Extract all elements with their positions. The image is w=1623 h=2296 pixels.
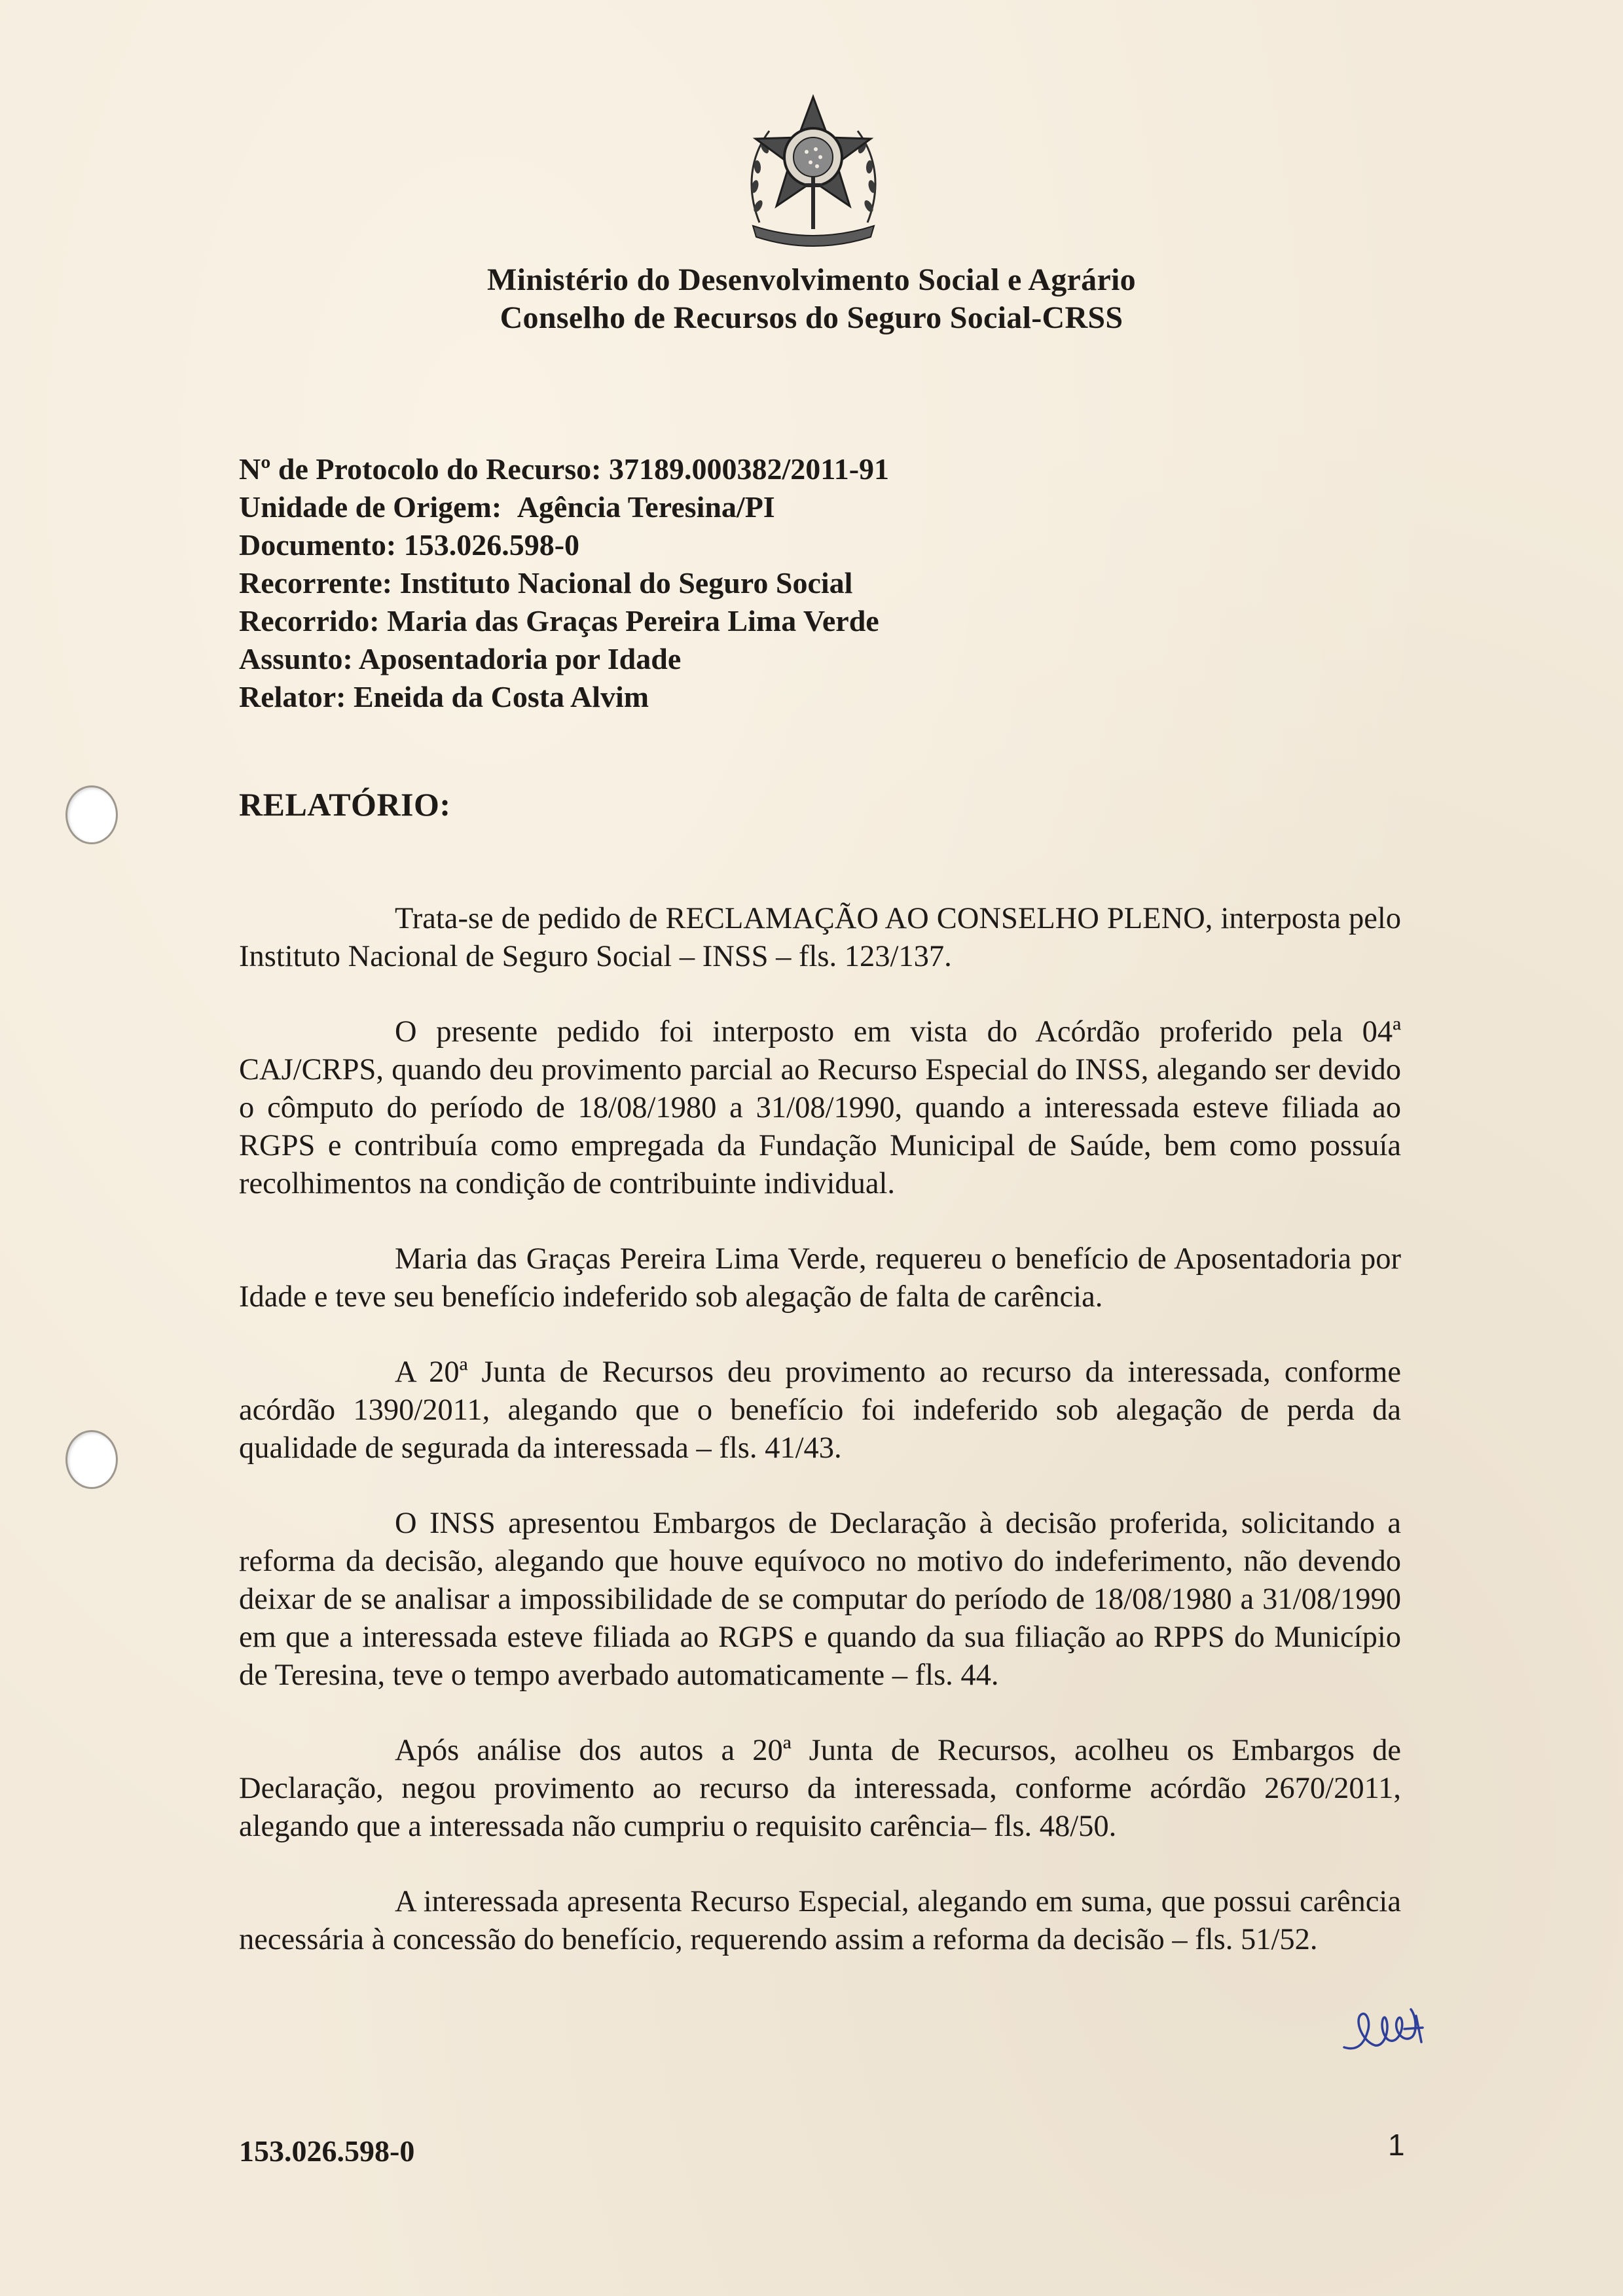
document-row: [239, 526, 889, 564]
subject-row: [239, 640, 889, 678]
origin-unit-row: [239, 488, 889, 526]
rapporteur-value: Eneida da Costa Alvim: [353, 680, 649, 713]
paragraph: O INSS apresentou Embargos de Declaração à decisão proferida, solicitando a reforma da decisão, alegando que houve equívoco no motivo do indeferimento, não devendo deixar de se analisar a impossibilidade de se computar do período de 18/08/1980 a 31/08/1990 em que a interessada esteve filiada ao RGPS e quando da sua filiação ao RPPS do Município de Teresina, teve o tempo averbado automaticamente – fls. 44.: [239, 1507, 1401, 1692]
origin-unit-label: Unidade de Origem:: [239, 490, 502, 524]
protocol-value: 37189.000382/2011-91: [608, 452, 890, 486]
ministry-title: Ministério do Desenvolvimento Social e Agrário: [486, 262, 1136, 297]
protocol-row: [239, 450, 889, 488]
paragraph: A interessada apresenta Recurso Especial, alegando em suma, que possui carência necessária à concessão do benefício, requerendo assim a reforma da decisão – fls. 51/52.: [239, 1885, 1401, 1956]
appellant-label: Recorrente:: [239, 566, 393, 600]
footer-document-id: 153.026.598-0: [239, 2134, 415, 2168]
case-info: [239, 450, 889, 716]
appellant-row: [239, 564, 889, 602]
paragraph: O presente pedido foi interposto em vista do Acórdão proferido pela 04ª CAJ/CRPS, quando deu provimento parcial ao Recurso Especial do INSS, alegando ser devido o cômputo do período de 18/08/1980 a 31/08/1990, quando a interessada esteve filiada ao RGPS e contribuía como empregada da Fundação Municipal de Saúde, bem como possuía recolhimentos na condição de contribuinte individual.: [239, 1015, 1401, 1200]
origin-unit-value: Agência Teresina/PI: [517, 490, 775, 524]
brazil-coat-of-arms-icon: [733, 92, 894, 249]
document-label: Documento:: [239, 528, 397, 562]
paragraph: Trata-se de pedido de RECLAMAÇÃO AO CONSELHO PLENO, interposta pelo Instituto Nacional de Seguro Social – INSS – fls. 123/137.: [239, 902, 1401, 973]
document-value: 153.026.598-0: [403, 528, 580, 562]
appellee-label: Recorrido:: [239, 604, 380, 637]
punch-hole: [65, 1430, 118, 1489]
paragraph: A 20ª Junta de Recursos deu provimento ao recurso da interessada, conforme acórdão 1390/2011, alegando que o benefício foi indeferido sob alegação de perda da qualidade de segurada da interessada – fls. 41/43.: [239, 1355, 1401, 1465]
paragraph: Maria das Graças Pereira Lima Verde, requereu o benefício de Aposentadoria por Idade e teve seu benefício indeferido sob alegação de falta de carência.: [239, 1242, 1401, 1314]
subject-label: Assunto:: [239, 642, 353, 675]
section-title: RELATÓRIO:: [239, 786, 451, 823]
paragraph: Após análise dos autos a 20ª Junta de Recursos, acolheu os Embargos de Declaração, negou provimento ao recurso da interessada, conforme acórdão 2670/2011, alegando que a interessada não cumpriu o requisito carência– fls. 48/50.: [239, 1734, 1401, 1843]
rapporteur-label: Relator:: [239, 680, 346, 713]
handwritten-initials-icon: [1339, 1990, 1437, 2062]
page-number: 1: [1388, 2128, 1405, 2162]
appellee-value: Maria das Graças Pereira Lima Verde: [387, 604, 879, 637]
protocol-label: Nº de Protocolo do Recurso:: [239, 452, 602, 486]
subject-value: Aposentadoria por Idade: [358, 642, 682, 675]
report-body: [239, 900, 1401, 1996]
punch-hole: [65, 785, 118, 844]
rapporteur-row: [239, 678, 889, 716]
appellant-value: Instituto Nacional do Seguro Social: [399, 566, 853, 600]
council-title: Conselho de Recursos do Seguro Social-CRSS: [500, 300, 1123, 335]
appellee-row: [239, 602, 889, 640]
